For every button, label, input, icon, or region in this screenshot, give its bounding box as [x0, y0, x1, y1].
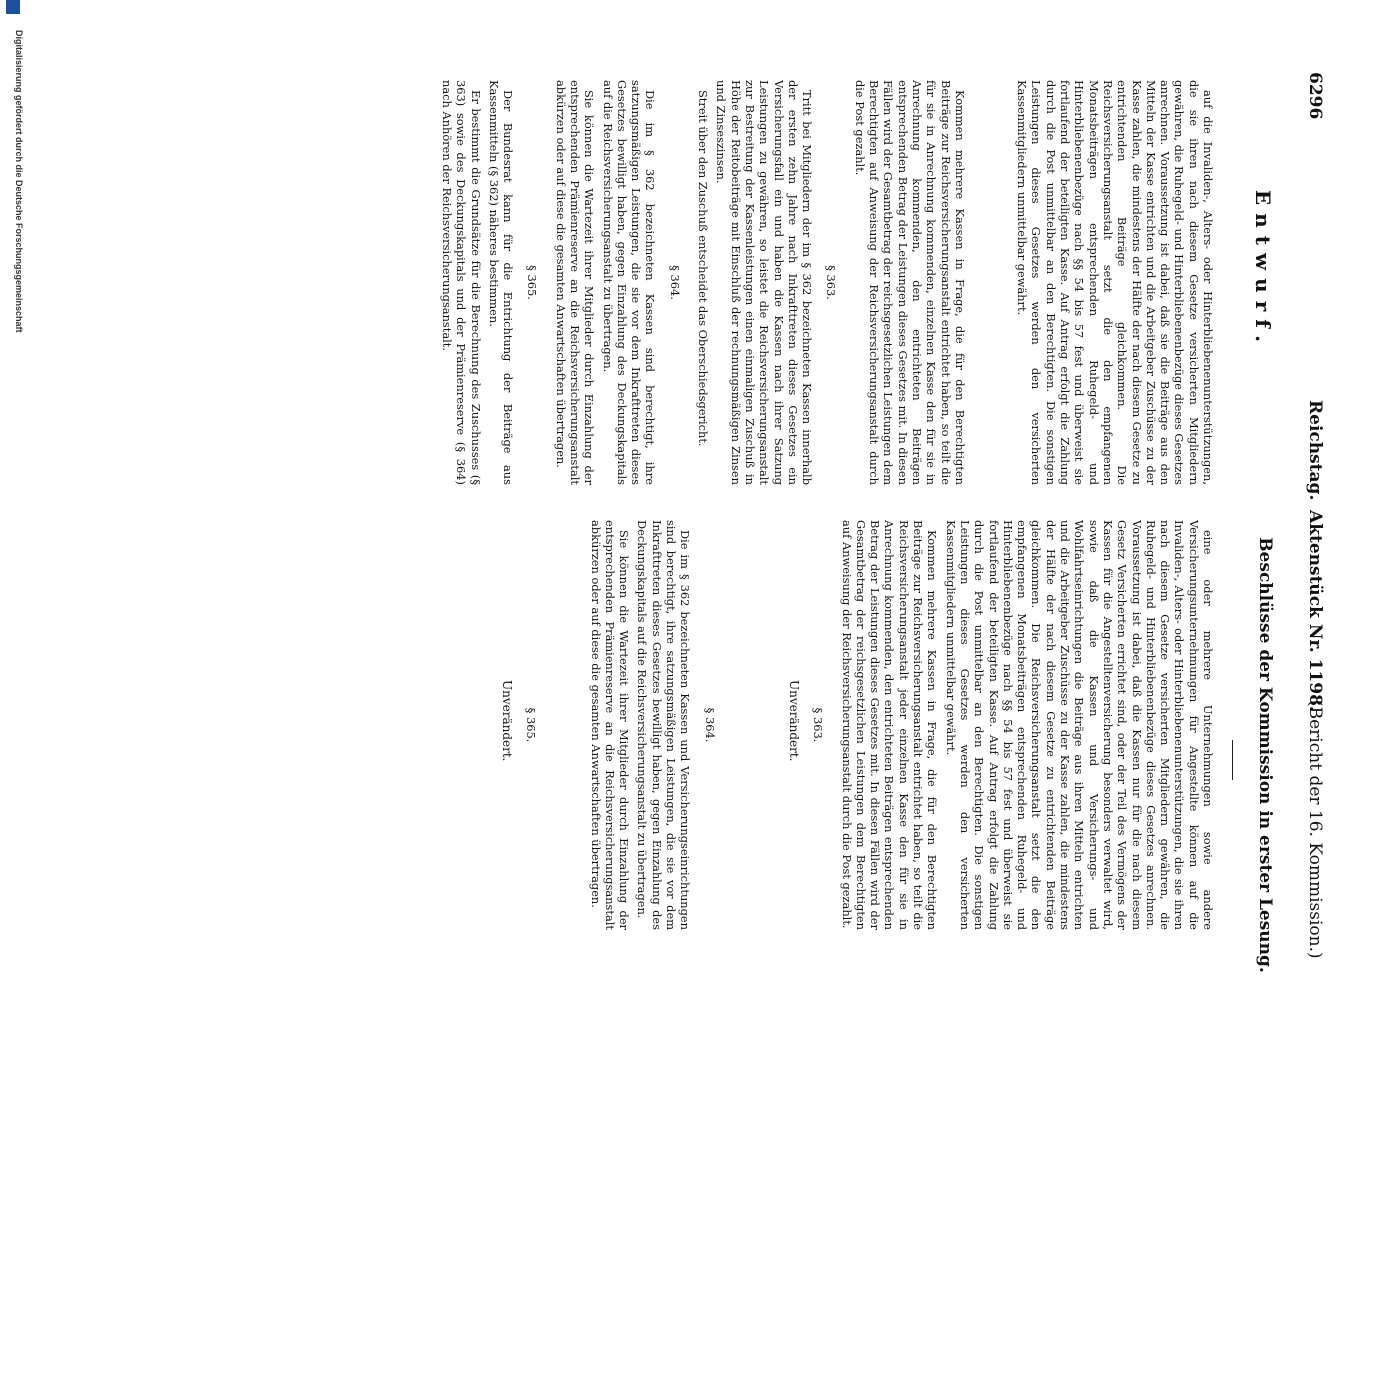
title-rule — [1232, 740, 1233, 780]
beschluesse-section-364-text: Die im § 362 bezeichneten Kassen und Versicherungseinrichtungen sind berechtigt, ihre satzungsmäßigen Leistungen, die sie vor dem Inkrafttreten dieses Gesetzes bewilligt haben, gegen Einzahlung des Deckungskapitals auf die Reichsversicherungsanstalt zu übertragen. — [635, 520, 693, 930]
aktenstueck-label: Aktenstück Nr. 1198. — [1305, 510, 1325, 712]
entwurf-section-365-heading: § 365. — [525, 265, 540, 300]
entwurf-section-365-text-b: Er bestimmt die Grundsätze für die Berechnung des Zuschusses (§ 363) sowie des Deckungskapitals und der Prämienreserve (§ 364) nach Anhören der Reichsversicherungsanstalt. — [439, 80, 483, 485]
entwurf-section-364-heading: § 364. — [667, 265, 682, 300]
beschluesse-section-364-text-b: Sie können die Wartezeit ihrer Mitglieder durch Einzahlung der entsprechenden Prämienreserve an die Reichsversicherungsanstalt abkürzen oder auf diese die gesamten Anwartschaften übertragen. — [588, 520, 632, 930]
beschluesse-section-363-heading: § 363. — [811, 707, 826, 743]
beschluesse-paragraph-2: Kommen mehrere Kassen in Frage, die für den Berechtigten Beiträge zur Reichsversicherungsanstalt entrichtet haben, so teilt die Reichsversicherungsanstalt jeder einzelnen Kasse den für sie in Anrechnung kommenden, den entrichteten Beiträgen entsprechenden Betrag der Leistungen dieses Gesetzes mit. In diesen Fällen wird der Gesamtbetrag der reichsgesetzlichen Leistungen dem Berechtigten auf Anweisung der Reichsversicherungsanstalt durch die Post gezahlt. — [839, 520, 940, 930]
entwurf-section-363-text-b: Streit über den Zuschuß entscheidet das Oberschiedsgericht. — [696, 90, 711, 447]
beschluesse-paragraph-1: eine oder mehrere Unternehmungen sowie andere Versicherungsunternehmungen für Angestellte können auf die Invaliden-, Alters- oder Hinterbliebenenunterstützungen, die sie ihren nach diesem Gesetze versicherten Mitgliedern gewähren, die Ruhegeld- und Hinterbliebenenbezüge dieses Gesetzes anrechnen. Voraussetzung ist dabei, daß die Kassen nur für die nach diesem Gesetz Versicherten errichtet sind, oder der Teil des Vermögens der Kassen für die Angestelltenversicherung besonders verwaltet wird, sowie daß die Kassen und Versicherungs- und Wohlfahrtseinrichtungen die Beiträge aus ihren Mitteln entrichten und die Arbeitgeber Zuschüsse zu der Kasse zahlen, die mindestens der Hälfte der nach diesem Gesetze zu entrichtenden Beiträge gleichkommen. Die Reichsversicherungsanstalt setzt die den empfangenen Monatsbeiträgen entsprechenden Ruhegeld- und Hinterbliebenenbezüge nach §§ 54 bis 57 fest und überweist sie fortlaufend der beteiligten Kasse. Auf Antrag erfolgt die Zahlung durch die Post unmittelbar an den Berechtigten. Die sonstigen Leistungen dieses Gesetzes werden den versicherten Kassenmitgliedern unmittelbar gewährt. — [943, 520, 1215, 930]
beschluesse-section-365-heading: § 365. — [524, 707, 539, 743]
page-number: 6296 — [1305, 72, 1325, 120]
entwurf-paragraph-1: auf die Invaliden-, Alters- oder Hinterbliebenenunterstützungen, die sie ihren nach diesem Gesetze versicherten Mitgliedern gewähren, die Ruhegeld- und Hinterbliebenenbezüge dieses Gesetzes anrechnen. Voraussetzung ist dabei, daß sie die Beiträge aus den Mitteln der Kasse entrichten und die Arbeitgeber Zuschüsse zu der Kasse zahlen, die mindestens der Hälfte der nach diesem Gesetze zu entrichtenden Beiträge gleichkommen. Die Reichsversicherungsanstalt setzt die den empfangenen Monatsbeiträgen entsprechenden Ruhegeld- und Hinterbliebenenbezüge nach §§ 54 bis 57 fest und überweist sie fortlaufend der beteiligten Kasse. Auf Antrag erfolgt die Zahlung durch die Post unmittelbar an den Berechtigten. Die sonstigen Leistungen dieses Gesetzes werden den versicherten Kassenmitgliedern unmittelbar gewährt. — [1015, 80, 1215, 485]
beschluesse-column — [496, 520, 1215, 930]
entwurf-section-365-text: Der Bundesrat kann für die Entrichtung der Beiträge aus Kassenmitteln (§ 362) näheres bestimmen. — [486, 80, 516, 485]
beschluesse-section-363-text: Unverändert. — [786, 680, 801, 762]
entwurf-column — [436, 80, 1215, 485]
entwurf-section-364-text-b: Sie können die Wartezeit ihrer Mitglieder durch Einzahlung der entsprechenden Prämienreserve an die Reichsversicherungsanstalt abkürzen oder auf diese die gesamten Anwartschaften übertragen. — [553, 80, 597, 485]
entwurf-paragraph-2: Kommen mehrere Kassen in Frage, die für den Berechtigten Beiträge zur Reichsversicherungsanstalt entrichtet haben, so teilt die für sie in Anrechnung kommenden, einzelnen Kasse den für sie in Anrechnung kommenden, den entrichteten Beiträgen entsprechenden Betrag der Leistungen dieses Gesetzes mit. In diesen Fällen wird der Gesamtbetrag der reichsgesetzlichen Leistungen dem Berechtigten auf Anweisung der Reichsversicherungsanstalt durch die Post gezahlt. — [852, 80, 967, 485]
entwurf-section-363-heading: § 363. — [824, 265, 839, 300]
digitization-note: Digitalisierung gefördert durch die Deutsche Forschungsgemeinschaft — [14, 30, 24, 333]
reichstag-label: Reichstag. — [1305, 400, 1325, 501]
entwurf-section-363-text: Tritt bei Mitgliedern der im § 362 bezeichneten Kassen innerhalb der ersten zehn Jahre nach Inkrafttreten dieses Gesetzes ein Versicherungsfall ein und haben die Kassen nach ihrer Satzung Leistungen zu gewähren, so leistet die Reichsversicherungsanstalt zur Bestreitung der Kassenleistungen einen einmaligen Zuschuß in Höhe der Reitobeiträge mit Einschluß der rechnungsmäßigen Zinsen und Zinseszinsen. — [714, 80, 815, 485]
bericht-label: (Bericht der 16. Kommission.) — [1305, 700, 1325, 959]
beschluesse-section-365-text: Unverändert. — [500, 680, 515, 762]
beschluesse-title: Beschlüsse der Kommission in erster Lesung. — [1255, 537, 1275, 973]
beschluesse-section-364-heading: § 364. — [702, 707, 717, 743]
entwurf-title: Entwurf. — [1251, 189, 1275, 351]
entwurf-section-364-text: Die im § 362 bezeichneten Kassen sind berechtigt, ihre satzungsmäßigen Leistungen, die sie vor dem Inkrafttreten dieses Gesetzes bewilligt haben, gegen Einzahlung des Deckungskapitals auf die Reichsversicherungsanstalt zu übertragen. — [600, 80, 658, 485]
